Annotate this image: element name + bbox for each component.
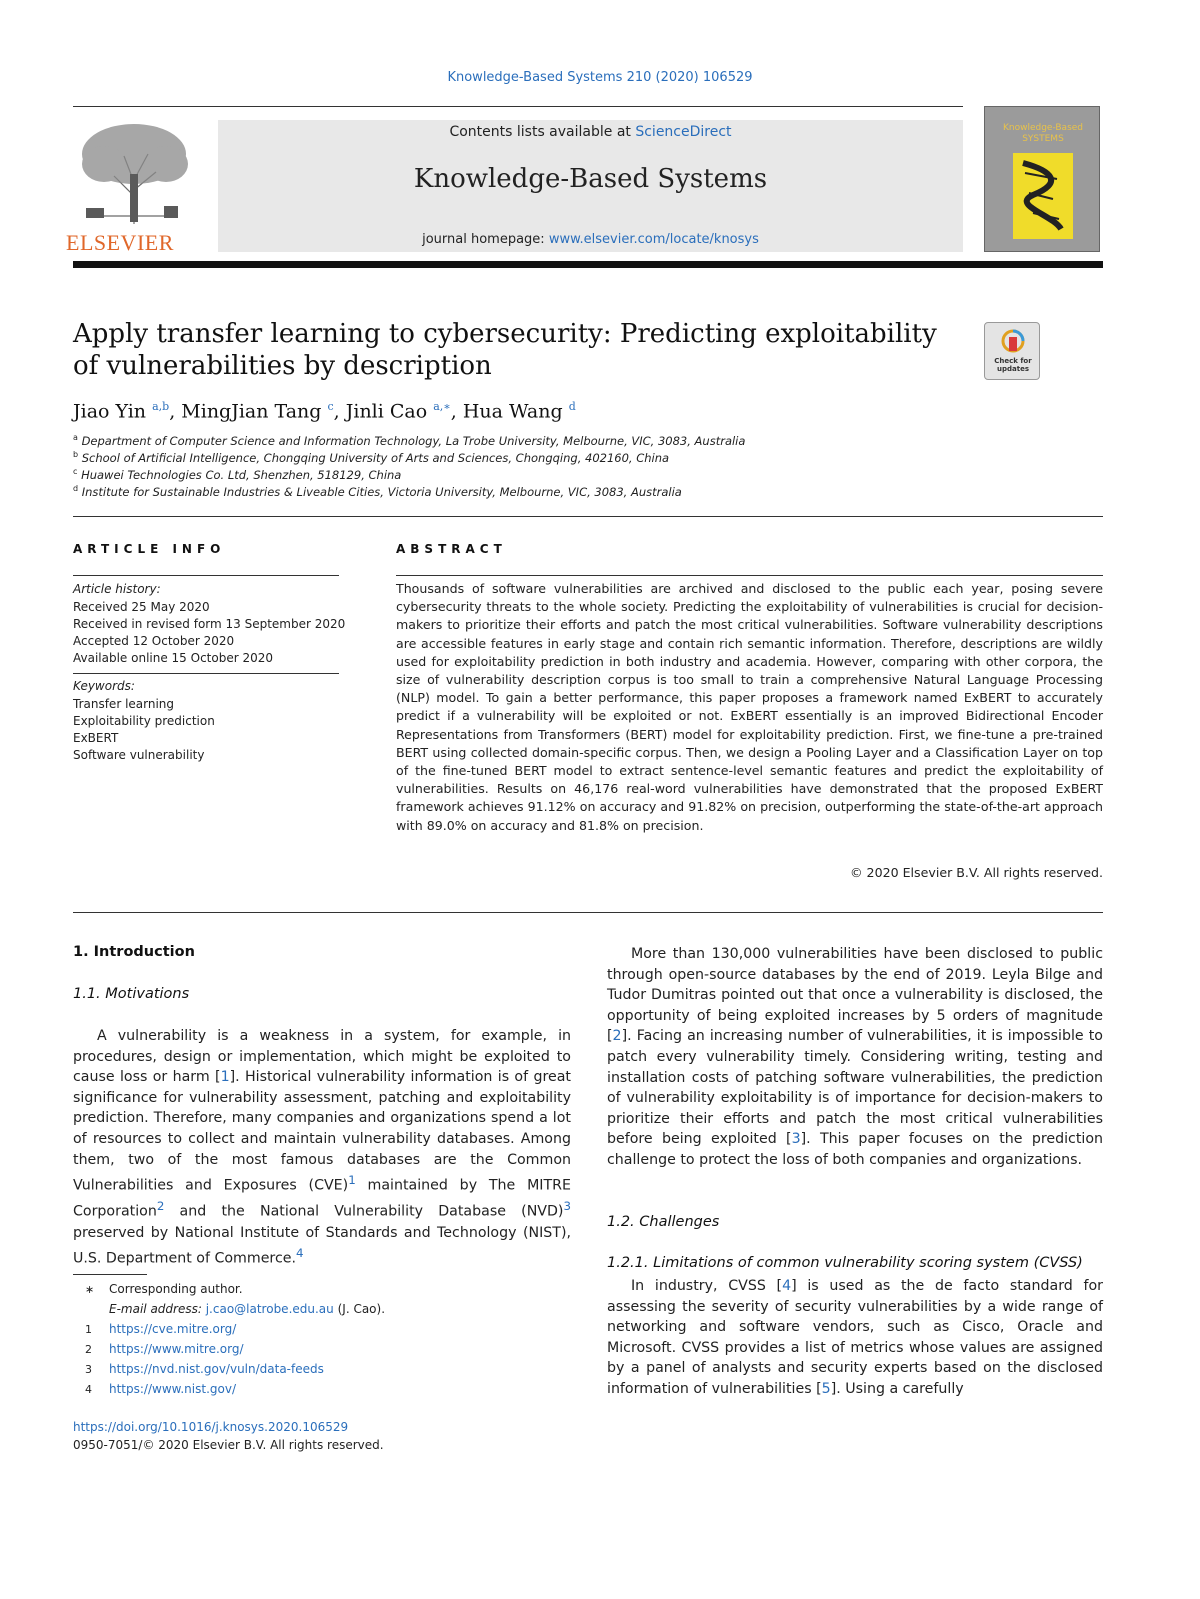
contents-prefix: Contents lists available at — [449, 124, 636, 140]
paragraph-text: preserved by National Institute of Standards and Technology (NIST), U.S. Department of Commerce. — [73, 1224, 571, 1268]
paragraph-text: ]. Facing an increasing number of vulnerabilities, it is impossible to patch every vulnerability timely. Considering writing, testing and installation costs of patching software vulnerabilities, the prediction of vulnerability exploitability is of importance for decision-makers to prioritize their efforts and patch the most critical vulnerabilities before being exploited [ — [607, 1028, 1103, 1148]
email-note — [109, 1302, 385, 1316]
footnote-rule — [73, 1274, 147, 1275]
abstract-rule — [396, 575, 1103, 576]
footnote-item — [85, 1322, 236, 1336]
article-info-rule — [73, 575, 339, 576]
history-label: Article history: — [73, 582, 161, 596]
check-for-updates-badge[interactable] — [984, 322, 1040, 380]
footnote-url-link[interactable]: https://cve.mitre.org/ — [109, 1322, 237, 1336]
issn-line: 0950-7051/© 2020 Elsevier B.V. All rights reserved. — [73, 1438, 384, 1452]
paragraph-text: ]. Using a carefully — [830, 1380, 964, 1397]
subsection-heading-motivations: 1.1. Motivations — [73, 986, 190, 1002]
footnote-link[interactable]: 3 — [563, 1199, 571, 1214]
paragraph-text: ]. Historical vulnerability information is of great significance for vulnerability assessment, patching and exploitability prediction. Therefore, many companies and organizations spend a lot of resources to collect and maintain vulnerability databases. Among them, two of the most famous databases are the Common Vulnerabilities and Exposures (CVE) — [73, 1069, 571, 1194]
author-affiliation-marker[interactable]: a,b — [152, 400, 170, 413]
citation-link[interactable]: 5 — [821, 1380, 831, 1397]
doi-link[interactable]: https://doi.org/10.1016/j.knosys.2020.106529 — [73, 1420, 349, 1434]
keyword-item: Software vulnerability — [73, 748, 205, 762]
citation-link[interactable]: 1 — [220, 1069, 230, 1086]
citation-link[interactable]: 4 — [782, 1278, 792, 1294]
history-item: Accepted 12 October 2020 — [73, 634, 235, 648]
footnote-number: 1 — [85, 1323, 92, 1336]
footnote-text: Corresponding author. — [109, 1282, 243, 1296]
affiliation-text: Institute for Sustainable Industries & Liveable Cities, Victoria University, Melbourne, VIC, 3083, Australia — [81, 484, 682, 499]
motivations-paragraph — [73, 1026, 571, 1270]
disclosure-paragraph — [607, 944, 1103, 1171]
sciencedirect-link[interactable]: ScienceDirect — [635, 124, 732, 140]
top-rule — [73, 106, 963, 107]
paragraph-text: ]. This paper focuses on the prediction challenge to protect the loss of both companies and organizations. — [607, 1131, 1103, 1168]
affiliation-key: d — [73, 484, 79, 493]
contents-line — [218, 124, 963, 140]
homepage-link[interactable]: www.elsevier.com/locate/knosys — [548, 232, 759, 247]
author-name: Jiao Yin — [73, 400, 147, 423]
subsubsection-heading-cvss: 1.2.1. Limitations of common vulnerability scoring system (CVSS) — [607, 1255, 1083, 1271]
cover-title: Knowledge-Based SYSTEMS — [1002, 123, 1084, 144]
affiliation-key: b — [73, 450, 79, 459]
history-item: Received 25 May 2020 — [73, 600, 210, 614]
author-affiliation-marker[interactable]: a,∗ — [433, 400, 451, 413]
cover-art-image — [1013, 153, 1073, 239]
journal-title: Knowledge-Based Systems — [413, 164, 768, 194]
corresponding-author-note — [85, 1282, 243, 1296]
paragraph-text: A vulnerability is a weakness in a system, for example, in procedures, design or implementation, which might be exploited to cause loss or harm [ — [73, 1028, 571, 1086]
homepage-prefix: journal homepage: — [422, 232, 549, 247]
paragraph-text: and the National Vulnerability Database (NVD) — [164, 1204, 564, 1221]
paragraph-text: More than 130,000 vulnerabilities have been disclosed to public through open-source databases by the end of 2019. Leyla Bilge and Tudor Dumitras pointed out that once a vulnerability is disclosed, the opportunity of being exploited increases by 5 orders of magnitude [ — [607, 946, 1103, 1045]
citation-link[interactable]: 2 — [612, 1028, 622, 1045]
keyword-item: ExBERT — [73, 731, 119, 745]
footnote-item — [85, 1362, 324, 1376]
affiliation — [73, 484, 682, 499]
email-label: E-mail address: — [109, 1302, 202, 1316]
keyword-item: Exploitability prediction — [73, 714, 215, 728]
footnote-number: 4 — [85, 1383, 92, 1396]
affiliation — [73, 467, 401, 482]
section-heading-introduction: 1. Introduction — [73, 944, 195, 960]
paragraph-text: In industry, CVSS [ — [631, 1278, 783, 1294]
author-name: Hua Wang — [462, 400, 563, 423]
journal-cover-thumbnail[interactable] — [984, 106, 1100, 252]
footnote-url-link[interactable]: https://www.mitre.org/ — [109, 1342, 244, 1356]
paragraph-text: maintained by The MITRE Corporation — [73, 1177, 571, 1221]
abstract-copyright: © 2020 Elsevier B.V. All rights reserved. — [849, 865, 1103, 880]
paper-title: Apply transfer learning to cybersecurity: Predicting exploitability of vulnerabilities by description — [73, 319, 937, 381]
keyword-item: Transfer learning — [73, 697, 175, 711]
footnote-item — [85, 1382, 236, 1396]
email-suffix: (J. Cao). — [337, 1302, 386, 1316]
affiliation-key: c — [73, 467, 78, 476]
author-affiliation-marker[interactable]: d — [568, 400, 576, 413]
paragraph-text: ] is used as the de facto standard for assessing the severity of security vulnerabilities by a wide range of networking and software vendors, such as Cisco, Oracle and Microsoft. CVSS provides a list of metrics whose values are assigned by a panel of analysts and security experts based on the disclosed information of vulnerabilities [ — [607, 1278, 1103, 1397]
footnote-number: 2 — [85, 1343, 92, 1356]
history-item: Received in revised form 13 September 2020 — [73, 617, 346, 631]
footnote-url-link[interactable]: https://nvd.nist.gov/vuln/data-feeds — [109, 1362, 324, 1376]
keywords-rule — [73, 673, 339, 674]
abstract-text: Thousands of software vulnerabilities are archived and disclosed to the public each year, posing severe cybersecurity threats to the whole society. Predicting the exploitability of vulnerabilities is crucial for decision-makers to prioritize their efforts and patch the most critical vulnerabilities. Software vulnerability descriptions are accessible features in early stage and contain rich semantic information. Therefore, descriptions are wildly used for exploitability prediction in both industry and academia. However, comparing with other corpora, the size of vulnerability description corpus is too small to train a comprehensive Natural Language Processing (NLP) model. To gain a better performance, this paper proposes a framework named ExBERT to accurately predict if a vulnerability will be exploited or not. ExBERT essentially is an improved Bidirectional Encoder Representations from Transformers (BERT) model for exploitability prediction. First, we fine-tune a pre-trained BERT using collected domain-specific corpus. Then, we design a Pooling Layer and a Classification Layer on top of the fine-tuned BERT model to extract sentence-level semantic features and predict the exploitability of vulnerabilities. Results on 46,176 real-word vulnerabilities have demonstrated that the proposed ExBERT framework achieves 91.12% on accuracy and 91.82% on precision, outperforming the state-of-the-art approach with 89.0% on accuracy and 81.8% on precision. — [396, 581, 1103, 833]
keywords-label: Keywords: — [73, 679, 135, 693]
doi-line — [73, 1420, 348, 1434]
author-name: Jinli Cao — [345, 400, 428, 423]
footnote-item — [85, 1342, 244, 1356]
footnote-link[interactable]: 4 — [295, 1246, 304, 1261]
crossmark-icon — [1001, 329, 1025, 355]
affiliation-rule — [73, 516, 1103, 517]
author-affiliation-marker[interactable]: c — [327, 400, 334, 413]
homepage-line — [218, 232, 963, 247]
history-item: Available online 15 October 2020 — [73, 651, 274, 665]
affiliation — [73, 450, 669, 465]
abstract-bottom-rule — [73, 912, 1103, 913]
affiliation-text: Department of Computer Science and Information Technology, La Trobe University, Melbourne, VIC, 3083, Australia — [81, 433, 746, 448]
footnote-link[interactable]: 2 — [156, 1199, 165, 1214]
abstract-heading: ABSTRACT — [396, 542, 507, 556]
header-thick-rule — [73, 261, 1103, 268]
footnote-mark: ∗ — [85, 1283, 95, 1296]
email-link[interactable]: j.cao@latrobe.edu.au — [205, 1302, 334, 1316]
article-info-heading: ARTICLE INFO — [73, 542, 226, 556]
footnote-url-link[interactable]: https://www.nist.gov/ — [109, 1382, 236, 1396]
crossmark-label: Check for updates — [994, 357, 1032, 373]
subsection-heading-challenges: 1.2. Challenges — [607, 1214, 720, 1230]
author-list: Jiao Yin $^{a,b}$, MingJian Tang $^c$, Jinli Cao $^{a,∗}$, Hua Wang $^d$ — [73, 400, 576, 423]
footnote-link[interactable]: 1 — [348, 1173, 356, 1188]
footnote-number: 3 — [85, 1363, 92, 1376]
publisher-name: ELSEVIER — [66, 230, 174, 255]
affiliation-text: School of Artificial Intelligence, Chongqing University of Arts and Sciences, Chongqing, 402160, China — [81, 450, 670, 465]
affiliation-key: a — [73, 433, 78, 442]
cvss-paragraph — [607, 1276, 1103, 1400]
affiliation — [73, 433, 745, 448]
citation-link[interactable]: 3 — [791, 1131, 801, 1148]
journal-reference[interactable]: Knowledge-Based Systems 210 (2020) 106529 — [447, 70, 753, 85]
affiliation-text: Huawei Technologies Co. Ltd, Shenzhen, 518129, China — [81, 467, 402, 482]
author-name: MingJian Tang — [181, 400, 322, 423]
